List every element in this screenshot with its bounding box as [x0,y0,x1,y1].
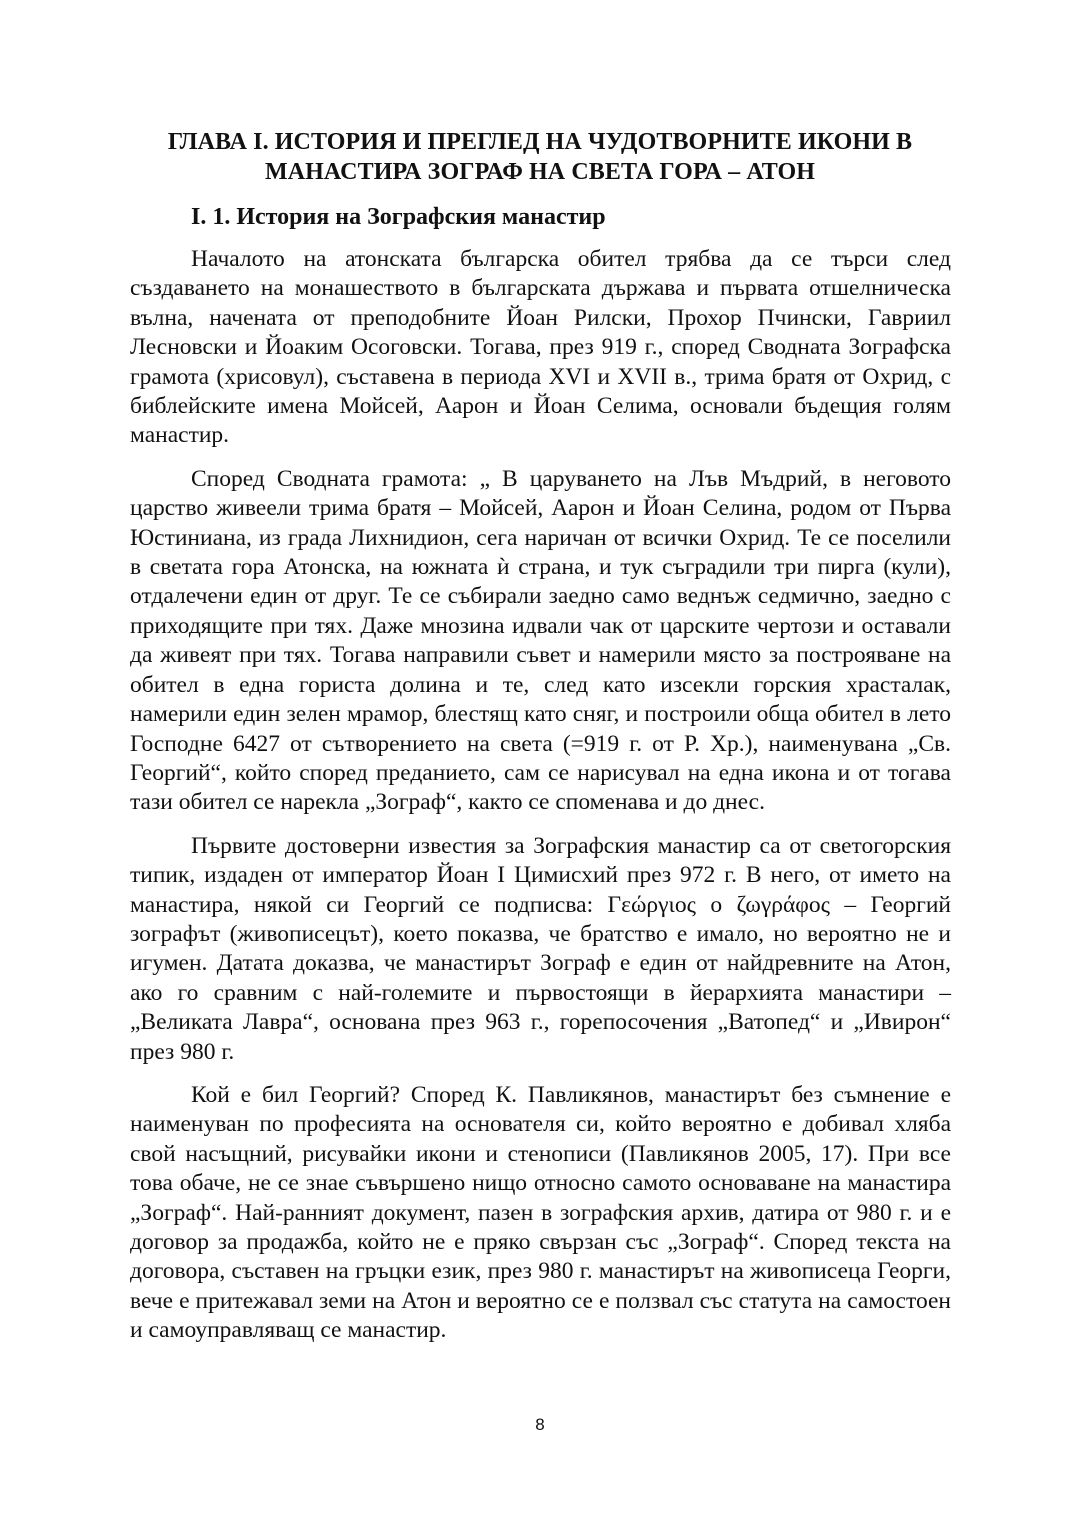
body-text [130,245,951,1360]
paragraph-4: Кой е бил Георгий? Според К. Павликянов, манастирът без съмнение е наименуван по професията на основателя си, който вероятно е добивал хляба свой насъщний, рисувайки икони и стенописи (Павликянов 2005, 17). При все това обаче, не се знае съвършено нищо относно самото основаване на манастира „Зограф“. Най-ранният документ, пазен в зографския архив, датира от 980 г. и е договор за продажба, който не е пряко свързан със „Зограф“. Според текста на договора, съставен на гръцки език, през 980 г. манастирът на живописеца Георги, вече е притежавал земи на Атон и вероятно се е ползвал със статута на самостоен и самоуправляващ се манастир. [130,1081,951,1344]
chapter-title [100,127,980,187]
chapter-title-line-2: МАНАСТИРА ЗОГРАФ НА СВЕТА ГОРА – АТОН [264,159,816,185]
page-number: 8 [535,1415,545,1434]
paragraph-3: Първите достоверни известия за Зографския манастир са от светогорския типик, издаден от император Йоан I Цимисхий през 972 г. В него, от името на манастира, някой си Георгий се подписва: Γεώργιος ο ζωγράφος – Георгий зографът (живописецът), което показва, че братство е имало, но вероятно не и игумен. Датата доказва, че манастирът Зограф е един от найдревните на Атон, ако го сравним с най-големите и първостоящи в йерархията манастири – „Великата Лавра“, основана през 963 г., горепосочения „Ватопед“ и „Ивирон“ през 980 г. [130,832,951,1065]
chapter-title-line-1: ГЛАВА I. ИСТОРИЯ И ПРЕГЛЕД НА ЧУДОТВОРНИТЕ ИКОНИ В [167,129,913,155]
paragraph-1: Началото на атонската българска обител трябва да се търси след създаването на монашеството в българската държава и първата отшелническа вълна, начената от преподобните Йоан Рилски, Прохор Пчински, Гавриил Лесновски и Йоаким Осоговски. Тогава, през 919 г., според Сводната Зографска грамота (хрисовул), съставена в периода XVI и XVII в., трима братя от Охрид, с библейските имена Мойсей, Аарон и Йоан Селима, основали бъдещия голям манастир. [130,246,951,449]
section-heading: I. 1. История на Зографския манастир [191,204,606,230]
paragraph-2: Според Сводната грамота: „ В царуването на Лъв Мъдрий, в неговото царство живеели трима братя – Мойсей, Аарон и Йоан Селина, родом от Първа Юстиниана, из града Лихнидион, сега наричан от всички Охрид. Те се поселили в светата гора Атонска, на южната ѝ страна, и тук съградили три пирга (кули), отдалечени един от друг. Те се събирали заедно само веднъж седмично, заедно с приходящите при тях. Даже мнозина идвали чак от царските чертози и оставали да живеят при тях. Тогава направили съвет и намерили място за построяване на обител в една гориста долина и те, след като изсекли горския храсталак, намерили един зелен мрамор, блестящ като сняг, и построили обща обител в лето Господне 6427 от сътворението на света (=919 г. от Р. Хр.), наименувана „Св. Георгий“, който според преданието, сам се нарисувал на една икона и от тогава тази обител се нарекла „Зограф“, както се споменава и до днес. [130,465,951,816]
